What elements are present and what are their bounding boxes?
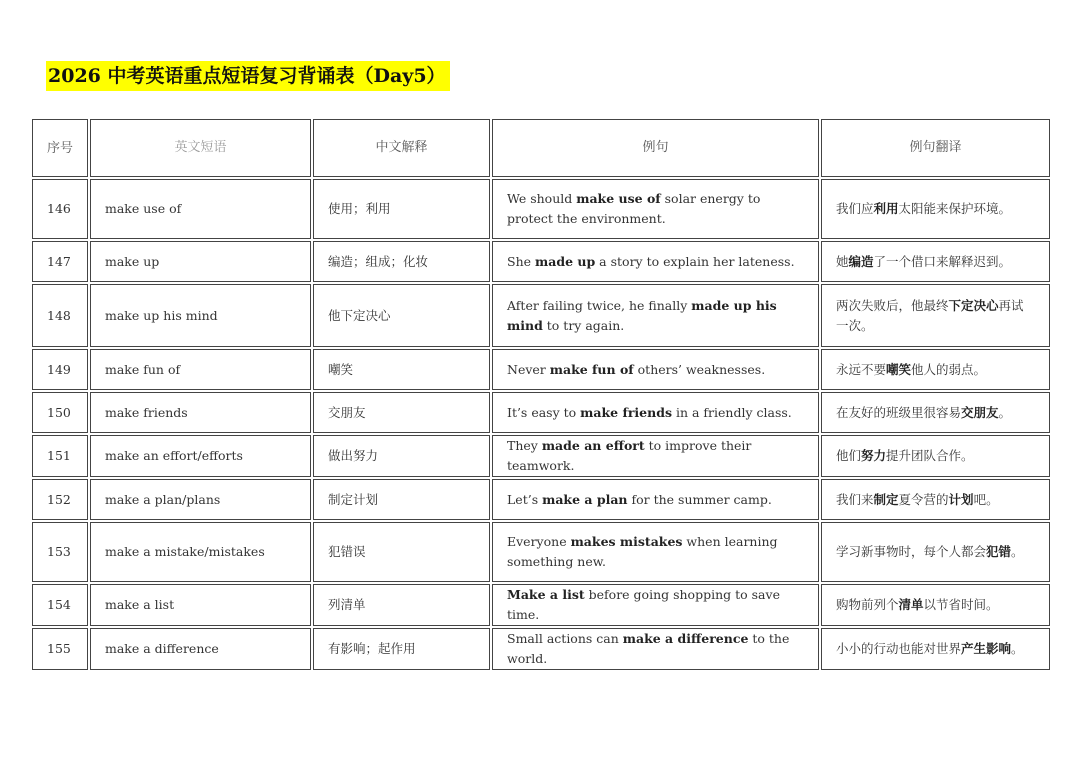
- row-number-cell: 148: [32, 284, 88, 347]
- table-row: [32, 479, 1050, 520]
- highlighted-phrase: make a plan: [542, 491, 628, 507]
- highlighted-translation: 下定决心: [948, 297, 999, 313]
- table-row: [32, 284, 1050, 347]
- row-number-cell: 154: [32, 584, 88, 626]
- chinese-meaning-cell: 制定计划: [313, 479, 490, 520]
- example-sentence-cell: [492, 284, 819, 347]
- header-meaning: 中文解释: [313, 119, 490, 177]
- translation-text: 他们: [836, 448, 862, 463]
- sentence-translation-cell: [821, 522, 1050, 582]
- sentence-translation-cell: [821, 349, 1050, 390]
- table-row: [32, 241, 1050, 282]
- example-sentence-cell: [492, 349, 819, 390]
- highlighted-translation: 清单: [898, 597, 924, 612]
- sentence-text: to try again.: [542, 317, 625, 333]
- sentence-text: a story to explain her lateness.: [595, 253, 795, 269]
- example-sentence-cell: [492, 628, 819, 670]
- translation-text: 学习新事物时，每个人都会: [836, 544, 987, 559]
- row-number-cell: 149: [32, 349, 88, 390]
- translation-text: 购物前列个: [836, 597, 899, 612]
- sentence-text: when learning something new.: [507, 534, 778, 569]
- table-body: [32, 179, 1050, 670]
- sentence-text: After failing twice, he finally: [507, 297, 692, 313]
- english-phrase-cell: make an effort/efforts: [90, 435, 311, 477]
- english-phrase-cell: make a difference: [90, 628, 311, 670]
- header-translation: 例句翻译: [821, 119, 1050, 177]
- sentence-translation-cell: [821, 479, 1050, 520]
- sentence-translation-cell: [821, 584, 1050, 626]
- example-sentence-cell: [492, 241, 819, 282]
- sentence-text: Small actions can: [507, 631, 623, 646]
- translation-text: 小小的行动也能对世界: [836, 641, 962, 656]
- translation-text: 。: [1011, 544, 1024, 559]
- translation-text: 她: [836, 253, 849, 269]
- highlighted-translation: 交朋友: [961, 404, 999, 420]
- sentence-text: She: [507, 253, 535, 269]
- highlighted-translation: 编造: [848, 253, 874, 269]
- chinese-meaning-cell: 使用；利用: [313, 179, 490, 239]
- translation-text: 太阳能来保护环境。: [898, 201, 1012, 216]
- english-phrase-cell: make up his mind: [90, 284, 311, 347]
- header-example: 例句: [492, 119, 819, 177]
- translation-text: 了一个借口来解释迟到。: [873, 253, 1012, 269]
- header-no: 序号: [32, 119, 88, 177]
- english-phrase-cell: make fun of: [90, 349, 311, 390]
- chinese-meaning-cell: 列清单: [313, 584, 490, 626]
- example-sentence-cell: [492, 522, 819, 582]
- table-row: [32, 584, 1050, 626]
- sentence-text: others’ weaknesses.: [633, 361, 766, 377]
- row-number-cell: 150: [32, 392, 88, 433]
- translation-text: 夏令营的: [898, 491, 949, 507]
- sentence-text: in a friendly class.: [671, 404, 792, 420]
- sentence-text: solar energy to protect the environment.: [507, 191, 761, 226]
- chinese-meaning-cell: 嘲笑: [313, 349, 490, 390]
- english-phrase-cell: make friends: [90, 392, 311, 433]
- example-sentence-cell: [492, 479, 819, 520]
- translation-text: 。: [1011, 641, 1024, 656]
- example-sentence-cell: [492, 392, 819, 433]
- highlighted-translation: 计划: [948, 491, 974, 507]
- translation-text: 我们应: [836, 201, 874, 216]
- translation-text: 永远不要: [836, 361, 887, 377]
- chinese-meaning-cell: 编造；组成；化妆: [313, 241, 490, 282]
- table-row: [32, 435, 1050, 477]
- row-number-cell: 155: [32, 628, 88, 670]
- english-phrase-cell: make a plan/plans: [90, 479, 311, 520]
- table-row: [32, 179, 1050, 239]
- highlighted-translation: 犯错: [986, 544, 1012, 559]
- sentence-translation-cell: [821, 435, 1050, 477]
- english-phrase-cell: make up: [90, 241, 311, 282]
- translation-text: 吧。: [973, 491, 999, 507]
- highlighted-phrase: made up his mind: [507, 297, 777, 333]
- chinese-meaning-cell: 他下定决心: [313, 284, 490, 347]
- translation-text: 在友好的班级里很容易: [836, 404, 962, 420]
- highlighted-translation: 嘲笑: [886, 361, 912, 377]
- example-sentence-cell: [492, 179, 819, 239]
- highlighted-phrase: made an effort: [541, 438, 645, 453]
- header-phrase: 英文短语: [90, 119, 311, 177]
- chinese-meaning-cell: 有影响；起作用: [313, 628, 490, 670]
- row-number-cell: 153: [32, 522, 88, 582]
- sentence-text: We should: [507, 191, 577, 206]
- english-phrase-cell: make use of: [90, 179, 311, 239]
- sentence-text: Let’s: [507, 491, 543, 507]
- translation-text: 再试一次。: [836, 297, 1024, 333]
- highlighted-phrase: make friends: [580, 404, 672, 420]
- translation-text: 。: [998, 404, 1012, 420]
- row-number-cell: 146: [32, 179, 88, 239]
- row-number-cell: 152: [32, 479, 88, 520]
- highlighted-phrase: make fun of: [549, 361, 634, 377]
- highlighted-translation: 努力: [861, 448, 887, 463]
- page-title: 2026 中考英语重点短语复习背诵表（Day5）: [46, 61, 450, 91]
- highlighted-translation: 产生影响: [961, 641, 1012, 656]
- highlighted-phrase: makes mistakes: [570, 534, 683, 549]
- table-row: [32, 628, 1050, 670]
- sentence-text: to the world.: [507, 631, 790, 666]
- sentence-text: to improve their teamwork.: [507, 438, 752, 473]
- sentence-translation-cell: [821, 284, 1050, 347]
- translation-text: 我们来: [836, 491, 874, 507]
- example-sentence-cell: [492, 584, 819, 626]
- chinese-meaning-cell: 做出努力: [313, 435, 490, 477]
- highlighted-translation: 利用: [873, 201, 899, 216]
- highlighted-phrase: make use of: [576, 191, 661, 206]
- sentence-text: Everyone: [507, 534, 571, 549]
- sentence-text: It’s easy to: [507, 404, 581, 420]
- table-row: [32, 522, 1050, 582]
- sentence-text: Never: [507, 361, 550, 377]
- table-row: [32, 349, 1050, 390]
- row-number-cell: 147: [32, 241, 88, 282]
- sentence-text: for the summer camp.: [627, 491, 772, 507]
- translation-text: 他人的弱点。: [911, 361, 987, 377]
- highlighted-phrase: Make a list: [507, 587, 585, 602]
- highlighted-translation: 制定: [873, 491, 899, 507]
- sentence-text: They: [507, 438, 542, 453]
- sentence-translation-cell: [821, 628, 1050, 670]
- table-header-row: [32, 119, 1050, 177]
- translation-text: 提升团队合作。: [886, 448, 974, 463]
- english-phrase-cell: make a list: [90, 584, 311, 626]
- table-row: [32, 392, 1050, 433]
- sentence-translation-cell: [821, 241, 1050, 282]
- row-number-cell: 151: [32, 435, 88, 477]
- highlighted-phrase: make a difference: [622, 631, 749, 646]
- highlighted-phrase: made up: [535, 253, 596, 269]
- chinese-meaning-cell: 犯错误: [313, 522, 490, 582]
- sentence-translation-cell: [821, 179, 1050, 239]
- english-phrase-cell: make a mistake/mistakes: [90, 522, 311, 582]
- sentence-translation-cell: [821, 392, 1050, 433]
- example-sentence-cell: [492, 435, 819, 477]
- sentence-text: before going shopping to save time.: [507, 587, 780, 622]
- phrase-table: [30, 117, 1052, 672]
- chinese-meaning-cell: 交朋友: [313, 392, 490, 433]
- translation-text: 两次失败后，他最终: [836, 297, 949, 313]
- translation-text: 以节省时间。: [923, 597, 999, 612]
